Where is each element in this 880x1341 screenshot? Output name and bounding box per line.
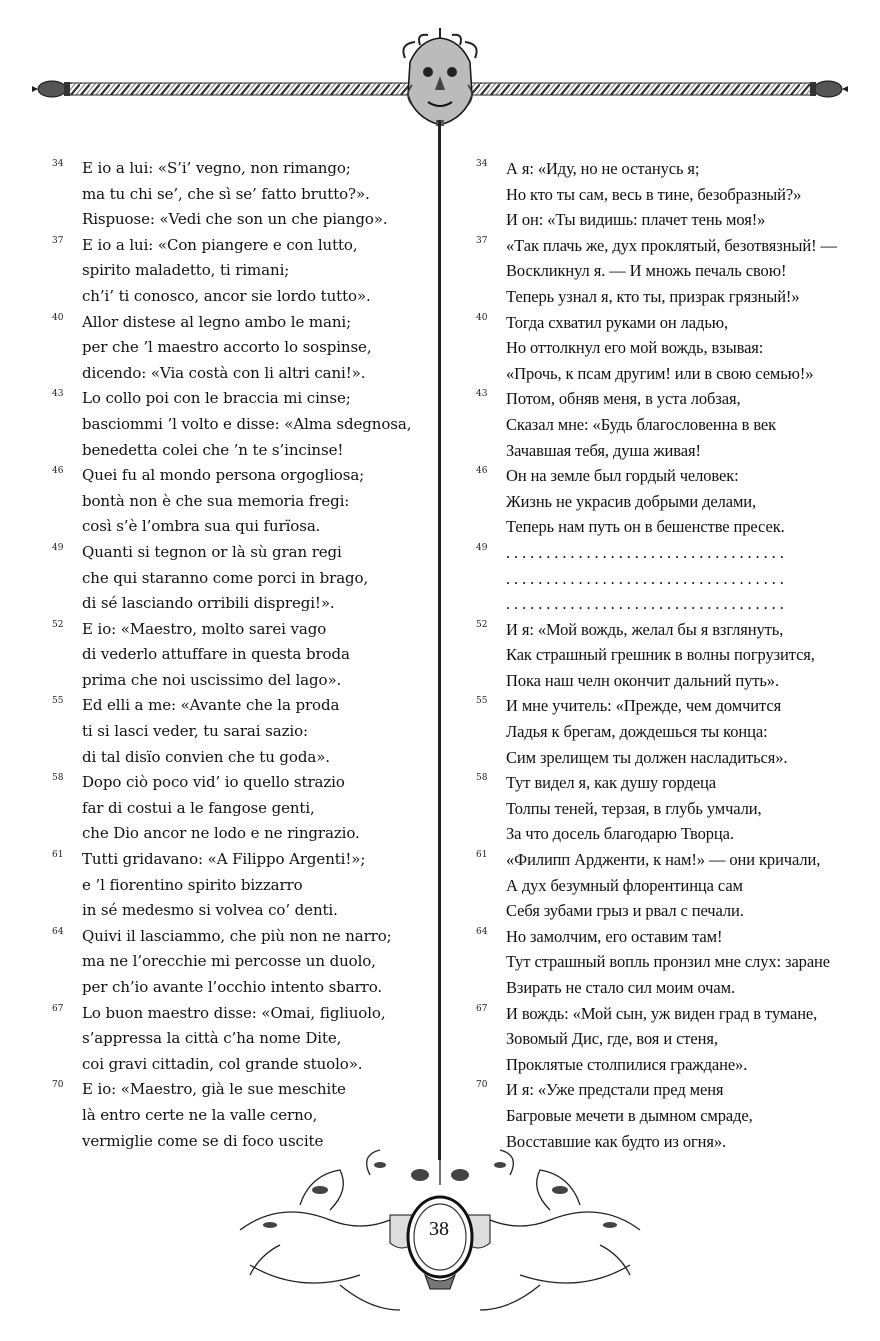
verse-number: 67 (476, 1003, 488, 1014)
verse-line: Ed elli a me: «Avante che la proda (82, 696, 340, 715)
verse-line: Багровые мечети в дымном смраде, (506, 1105, 753, 1125)
verse-line: e ’l fiorentino spirito bizzarro (82, 875, 303, 894)
verse-line: Потом, обняв меня, в уста лобзая, (506, 389, 741, 409)
verse-line: Quanti si tegnon or là sù gran regi (82, 542, 342, 561)
tercet (476, 310, 846, 387)
verse-line: Lo buon maestro disse: «Omai, figliuolo, (82, 1003, 386, 1022)
verse-line: di vederlo attuffare in questa broda (82, 645, 350, 664)
verse-line: prima che noi uscissimo del lago». (82, 670, 342, 689)
tercet (476, 770, 846, 847)
verse-line: Сим зрелищем ты должен насладиться». (506, 747, 788, 767)
verse-line: far di costui a le fangose genti, (82, 798, 315, 817)
verse-line: «Прочь, к псам другим! или в свою семью!» (506, 363, 814, 383)
tercet (476, 1077, 846, 1154)
verse-line: ma tu chi se’, che sì se’ fatto brutto?». (82, 184, 370, 203)
tercet (52, 540, 417, 617)
verse-line: Теперь нам путь он в бешенстве пресек. (506, 517, 785, 537)
verse-line: Dopo ciò poco vid’ io quello strazio (82, 773, 345, 792)
tercet (476, 693, 846, 770)
verse-number: 34 (52, 159, 64, 169)
header-ornament (0, 0, 880, 140)
verse-line: ti si lasci veder, tu sarai sazio: (82, 722, 308, 741)
verse-line: А я: «Иду, но не останусь я; (506, 159, 700, 178)
mask-icon (403, 28, 476, 126)
left-finial-icon (32, 81, 70, 97)
tercet (476, 386, 846, 463)
verse-number: 61 (476, 850, 488, 861)
verse-line: Пока наш челн окончит дальний путь». (506, 670, 779, 690)
verse-line: che Dio ancor ne lodo e ne ringrazio. (82, 824, 360, 843)
verse-line: И я: «Мой вождь, желал бы я взглянуть, (506, 619, 784, 639)
verse-number: 58 (476, 773, 488, 784)
tercet (52, 233, 417, 310)
tercet (52, 847, 417, 924)
verse-line: Тут страшный вопль пронзил мне слух: заране (506, 952, 830, 972)
verse-line: ch’i’ ti conosco, ancor sie lordo tutto». (82, 286, 371, 305)
verse-line: Сказал мне: «Будь благословенна в век (506, 414, 777, 434)
verse-line: Rispuose: «Vedi che son un che piango». (82, 210, 388, 229)
verse-line: Он на земле был гордый человек: (506, 466, 739, 486)
verse-line: bontà non è che sua memoria fregi: (82, 491, 350, 510)
verse-number: 58 (52, 773, 64, 784)
verse-number: 40 (476, 312, 488, 323)
verse-line: За что досель благодарю Творца. (506, 824, 734, 844)
verse-line: «Так плачь же, дух проклятый, безотвязный! — (506, 235, 837, 255)
column-divider (438, 120, 441, 1160)
tercet (476, 156, 846, 233)
tercet (52, 386, 417, 463)
verse-number: 49 (52, 542, 64, 553)
russian-text-column (476, 156, 846, 1154)
verse-line: ma ne l’orecchie mi percosse un duolo, (82, 952, 376, 971)
verse-number: 70 (476, 1080, 488, 1091)
verse-line: И я: «Уже предстали пред меня (506, 1080, 724, 1100)
verse-line: di sé lasciando orribili dispregi!». (82, 594, 335, 613)
verse-number: 43 (476, 389, 488, 400)
verse-line: benedetta colei che ’n te s’incinse! (82, 440, 344, 459)
verse-line: E io a lui: «S’i’ vegno, non rimango; (82, 159, 351, 177)
tercet (52, 310, 417, 387)
verse-line: E io a lui: «Con piangere e con lutto, (82, 235, 358, 254)
verse-line: basciommi ’l volto e disse: «Alma sdegnosa, (82, 414, 412, 433)
verse-line: Lo collo poi con le braccia mi cinse; (82, 389, 351, 408)
verse-line: Но оттолкнул его мой вождь, взывая: (506, 338, 764, 358)
tercet (476, 1001, 846, 1078)
verse-line: Тут видел я, как душу гордеца (506, 773, 716, 793)
verse-line: dicendo: «Via costà con li altri cani!». (82, 363, 366, 382)
verse-line: Зачавшая тебя, душа живая! (506, 440, 701, 460)
tercet (476, 924, 846, 1001)
rope-mask-ornament (0, 0, 880, 140)
right-finial-icon (810, 81, 848, 97)
verse-number: 46 (476, 466, 488, 477)
tercet (52, 770, 417, 847)
verse-line: E io: «Maestro, molto sarei vago (82, 619, 327, 638)
verse-number: 55 (476, 696, 488, 707)
tercet (52, 1001, 417, 1078)
verse-line: Проклятые столпилися граждане». (506, 1054, 748, 1074)
verse-number: 49 (476, 542, 488, 553)
verse-number: 61 (52, 850, 64, 861)
footer-cartouche (220, 1145, 660, 1320)
verse-line: Зовомый Дис, где, воя и стеня, (506, 1029, 718, 1049)
verse-line: Себя зубами грыз и рвал с печали. (506, 901, 744, 921)
verse-line: . . . . . . . . . . . . . . . . . . . . . . . . . . . . . . . . . . . (506, 594, 784, 614)
verse-line: là entro certe ne la valle cerno, (82, 1105, 318, 1124)
verse-line: di tal disïo convien che tu goda». (82, 747, 330, 766)
tercet (476, 233, 846, 310)
verse-line: spirito maladetto, ti rimani; (82, 261, 290, 280)
tercet (476, 617, 846, 694)
verse-line: Allor distese al legno ambo le mani; (82, 312, 352, 331)
verse-line: così s’è l’ombra sua qui furïosa. (82, 517, 321, 536)
verse-number: 64 (476, 926, 488, 937)
italian-text-column (52, 156, 417, 1154)
verse-number: 40 (52, 312, 64, 323)
verse-line: per che ’l maestro accorto lo sospinse, (82, 338, 372, 357)
verse-number: 46 (52, 466, 64, 477)
verse-number: 55 (52, 696, 64, 707)
page-number: 38 (429, 1218, 449, 1240)
verse-line: Толпы теней, терзая, в глубь умчали, (506, 798, 762, 818)
verse-line: s’appressa la città c’ha nome Dite, (82, 1029, 342, 1048)
verse-line: Восставшие как будто из огня». (506, 1131, 727, 1151)
verse-line: Но кто ты сам, весь в тине, безобразный?» (506, 184, 802, 204)
verse-number: 52 (52, 619, 64, 630)
verse-line: E io: «Maestro, già le sue meschite (82, 1080, 346, 1099)
verse-line: Quivi il lasciammo, che più non ne narro; (82, 926, 392, 945)
verse-line: . . . . . . . . . . . . . . . . . . . . . . . . . . . . . . . . . . . (506, 568, 784, 588)
verse-number: 43 (52, 389, 64, 400)
verse-line: Но замолчим, его оставим там! (506, 926, 723, 946)
verse-line: vermiglie come se di foco uscite (82, 1131, 324, 1150)
verse-line: Tutti gridavano: «A Filippo Argenti!»; (82, 850, 366, 869)
verse-number: 34 (476, 159, 488, 169)
verse-line: И он: «Ты видишь: плачет тень моя!» (506, 210, 766, 230)
verse-line: . . . . . . . . . . . . . . . . . . . . . . . . . . . . . . . . . . . (506, 542, 784, 562)
verse-line: Тогда схватил руками он ладью, (506, 312, 729, 332)
tercet (476, 463, 846, 540)
verse-number: 64 (52, 926, 64, 937)
verse-line: И вождь: «Мой сын, уж виден град в тумане, (506, 1003, 818, 1023)
verse-number: 67 (52, 1003, 64, 1014)
verse-line: Жизнь не украсив добрыми делами, (506, 491, 757, 511)
verse-line: Ладья к брегам, дождешься ты конца: (506, 722, 768, 742)
tercet (52, 924, 417, 1001)
tercet (52, 1077, 417, 1154)
verse-line: per ch’io avante l’occhio intento sbarro. (82, 978, 383, 996)
verse-line: Взирать не стало сил моим очам. (506, 978, 735, 997)
tercet (52, 463, 417, 540)
tercet (52, 156, 417, 233)
verse-number: 37 (476, 235, 488, 246)
verse-line: Воскликнул я. — И множь печаль свою! (506, 261, 787, 281)
verse-line: Как страшный грешник в волны погрузится, (506, 645, 815, 665)
verse-line: И мне учитель: «Прежде, чем домчится (506, 696, 782, 716)
verse-line: in sé medesmo si volvea co’ denti. (82, 901, 338, 920)
tercet (476, 540, 846, 617)
tercet (52, 617, 417, 694)
verse-line: Теперь узнал я, кто ты, призрак грязный!» (506, 286, 800, 306)
verse-line: А дух безумный флорентинца сам (506, 875, 743, 895)
verse-line: «Филипп Ардженти, к нам!» — они кричали, (506, 850, 821, 870)
verse-line: che qui staranno come porci in brago, (82, 568, 369, 587)
verse-line: coi gravi cittadin, col grande stuolo». (82, 1054, 363, 1073)
verse-number: 37 (52, 235, 64, 246)
verse-number: 70 (52, 1080, 64, 1091)
verse-line: Quei fu al mondo persona orgogliosa; (82, 466, 365, 485)
verse-number: 52 (476, 619, 488, 630)
tercet (52, 693, 417, 770)
tercet (476, 847, 846, 924)
